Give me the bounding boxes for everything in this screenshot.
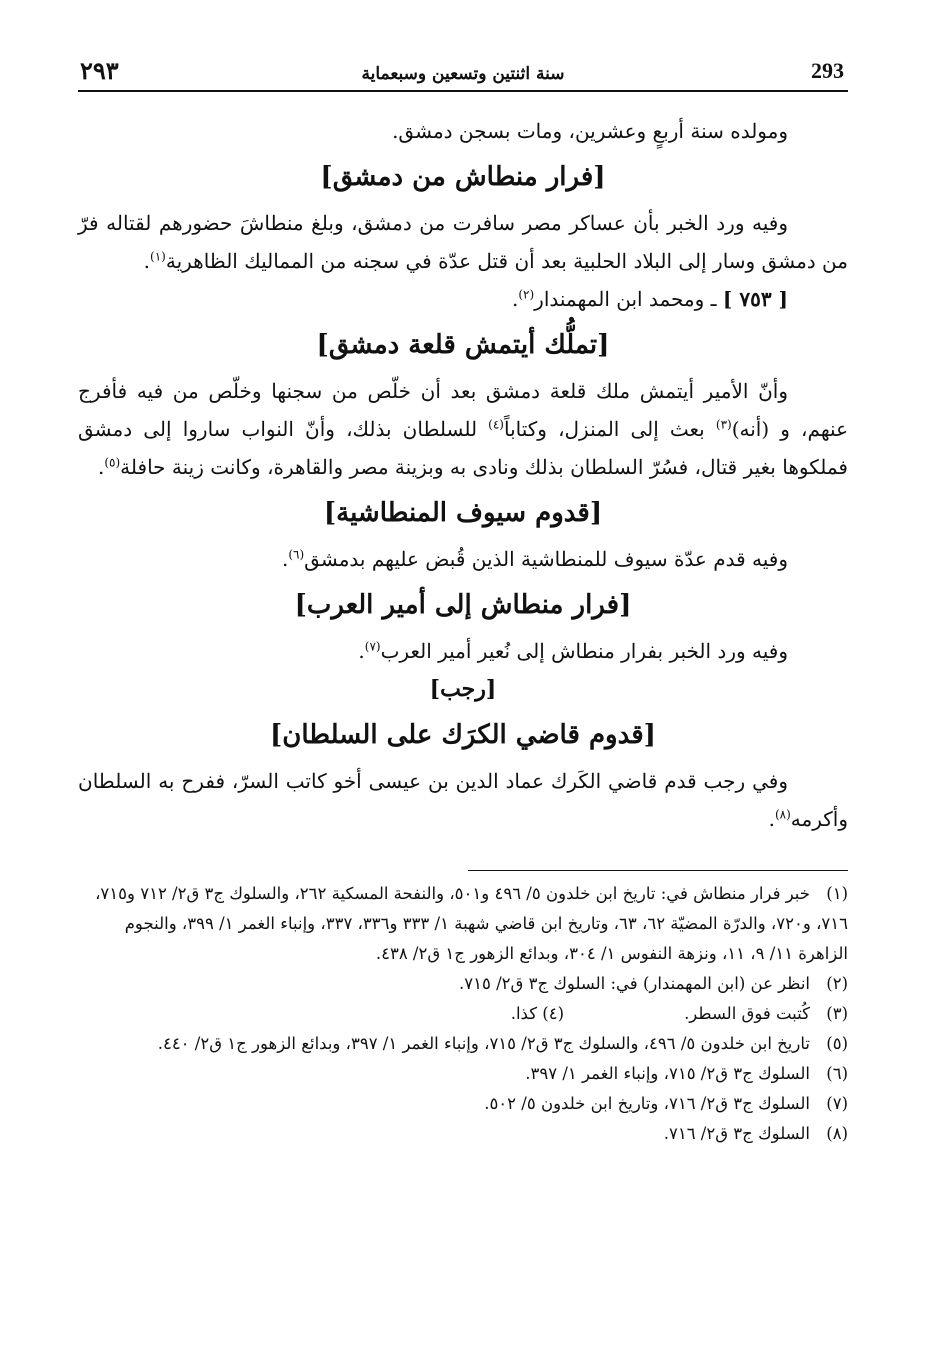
page-number-arabic: ٢٩٣	[80, 56, 119, 85]
footnote-number: (٥)	[826, 1034, 848, 1053]
footnotes	[78, 879, 848, 1149]
section-heading: [فرار منطاش إلى أمير العرب]	[294, 590, 632, 620]
entry-text: ـ ومحمد ابن المهمندار	[534, 287, 717, 311]
section-heading: [تملُّك أيتمش قلعة دمشق]	[316, 330, 610, 360]
paragraph: وفيه قدم عدّة سيوف للمنطاشية الذين قُبض عليهم بدمشق$^{(٦)}$.	[281, 547, 788, 571]
entry-number: [ ٧٥٣ ]	[722, 287, 788, 311]
paragraph-text: وفيه ورد الخبر بأن عساكر مصر سافرت من دمشق، وبلغ منطاشَ حضورهم لقتاله فرّ من دمشق وسار إلى البلاد الحلبية بعد أن قتل عدّة في سجنه من المماليك الظاهرية	[78, 211, 848, 273]
paragraph: وفيه ورد الخبر بأن عساكر مصر سافرت من دمشق، وبلغ منطاشَ حضورهم لقتاله فرّ من دمشق وسار إلى البلاد الحلبية بعد أن قتل عدّة في سجنه من المماليك الظاهرية$^{(١)}$.	[78, 211, 848, 273]
footnote-divider	[468, 870, 848, 871]
paragraph-text: وفي رجب قدم قاضي الكَرك عماد الدين بن عيسى أخو كاتب السرّ، ففرح به السلطان وأكرمه	[78, 769, 848, 831]
footnote-number: (٣)	[826, 1004, 848, 1023]
footnote-ref[interactable]: (٥)	[104, 455, 121, 470]
footnote-text: (٤) كذا.	[510, 1004, 565, 1023]
paragraph-text: بعث إلى المنزل، وكتاباً	[503, 417, 716, 441]
footnote-ref[interactable]: (٧)	[364, 639, 381, 654]
section-heading: [قدوم سيوف المنطاشية]	[323, 498, 603, 528]
paragraph: وفي رجب قدم قاضي الكَرك عماد الدين بن عيسى أخو كاتب السرّ، ففرح به السلطان وأكرمه$^{(٨)}$.	[78, 769, 848, 831]
paragraph: وأنّ الأمير أيتمش ملك قلعة دمشق بعد أن خلّص من سجنها وخلّص من فيه فأفرج عنهم، و (أنه)$^{(٣)}$ بعث إلى المنزل، وكتاباً$^{(٤)}$ للسلطان بذلك، وأنّ النواب ساروا إلى دمشق فملكوها بغير قتال، فسُرّ السلطان بذلك ونادى به وبزينة مصر والقاهرة، وكانت زينة حافلة$^{(٥)}$.	[78, 379, 849, 479]
footnote-text: تاريخ ابن خلدون ٥/ ٤٩٦، والسلوك ج٣ ق٢/ ٧١٥، وإنباء الغمر ١/ ٣٩٧، وبدائع الزهور ج١ ق٢/ ٤٤٠.	[157, 1034, 810, 1053]
page-header	[78, 50, 848, 92]
footnote	[78, 1119, 848, 1149]
paragraph-text: للسلطان بذلك، وأنّ النواب ساروا إلى دمشق فملكوها بغير قتال، فسُرّ السلطان بذلك ونادى به وبزينة مصر والقاهرة، وكانت زينة حافلة	[78, 417, 848, 479]
footnote-text: انظر عن (ابن المهمندار) في: السلوك ج٣ ق٢/ ٧١٥.	[458, 974, 810, 993]
footnote-ref[interactable]: (٨)	[774, 807, 791, 822]
biography-entry: [ ٧٥٣ ] ـ ومحمد ابن المهمندار$^{(٢)}$.	[511, 287, 788, 311]
footnote-ref[interactable]: (١)	[150, 249, 166, 264]
footnote-text: كُتبت فوق السطر.	[684, 1004, 810, 1023]
footnote-number: (١)	[826, 884, 848, 903]
paragraph-text: وفيه ورد الخبر بفرار منطاش إلى نُعير أمير العرب	[380, 639, 788, 663]
running-title: سنة اثنتين وتسعين وسبعماية	[361, 64, 565, 84]
footnote	[78, 999, 848, 1029]
footnote-text: السلوك ج٣ ق٢/ ٧١٦، وتاريخ ابن خلدون ٥/ ٥٠٢.	[484, 1094, 810, 1113]
section-heading: [فرار منطاش من دمشق]	[320, 162, 606, 192]
page-number-latin: 293	[811, 58, 844, 83]
footnote-ref[interactable]: (٢)	[518, 287, 535, 302]
opening-line: ومولده سنة أربعٍ وعشرين، ومات بسجن دمشق.	[392, 119, 788, 143]
book-page	[78, 50, 848, 1149]
footnote-number: (٧)	[826, 1094, 848, 1113]
month-heading: [رجب]	[429, 676, 497, 702]
footnote-ref[interactable]: (٦)	[288, 547, 305, 562]
main-text	[78, 112, 848, 838]
footnote-ref[interactable]: (٤)	[488, 417, 504, 432]
paragraph: وفيه ورد الخبر بفرار منطاش إلى نُعير أمير العرب$^{(٧)}$.	[358, 639, 788, 663]
footnote-number: (٨)	[826, 1124, 848, 1143]
footnote-text: السلوك ج٣ ق٢/ ٧١٥، وإنباء الغمر ١/ ٣٩٧.	[525, 1064, 810, 1083]
footnote-text: السلوك ج٣ ق٢/ ٧١٦.	[663, 1124, 810, 1143]
section-heading: [قدوم قاضي الكرَك على السلطان]	[269, 720, 656, 750]
footnote-ref[interactable]: (٣)	[715, 417, 732, 432]
footnote	[78, 879, 848, 969]
footnote	[78, 1029, 848, 1059]
paragraph-text: وفيه قدم عدّة سيوف للمنطاشية الذين قُبض عليهم بدمشق	[304, 547, 788, 571]
footnote-number: (٢)	[826, 974, 848, 993]
footnote-number: (٦)	[826, 1064, 848, 1083]
footnote-text: خبر فرار منطاش في: تاريخ ابن خلدون ٥/ ٤٩٦ و٥٠١، والنفحة المسكية ٢٦٢، والسلوك ج٣ ق٢/ ٧١٢ و٧١٥، ٧١٦، و٧٢٠، والدرّة المضيّة ٦٢، ٦٣، وتاريخ ابن قاضي شهبة ١/ ٣٣٣ و٣٣٦، ٣٣٧، وإنباء الغمر ١/ ٣٩٩، والنجوم الزاهرة ١١/ ٩، ١١، ونزهة النفوس ١/ ٣٠٤، وبدائع الزهور ج١ ق٢/ ٤٣٨.	[95, 884, 848, 963]
footnote	[78, 1089, 848, 1119]
footnote	[78, 969, 848, 999]
paragraph-text: وأنّ الأمير أيتمش ملك قلعة دمشق بعد أن خلّص من سجنها وخلّص من فيه فأفرج عنهم، و (أنه)	[78, 379, 849, 441]
footnote	[78, 1059, 848, 1089]
